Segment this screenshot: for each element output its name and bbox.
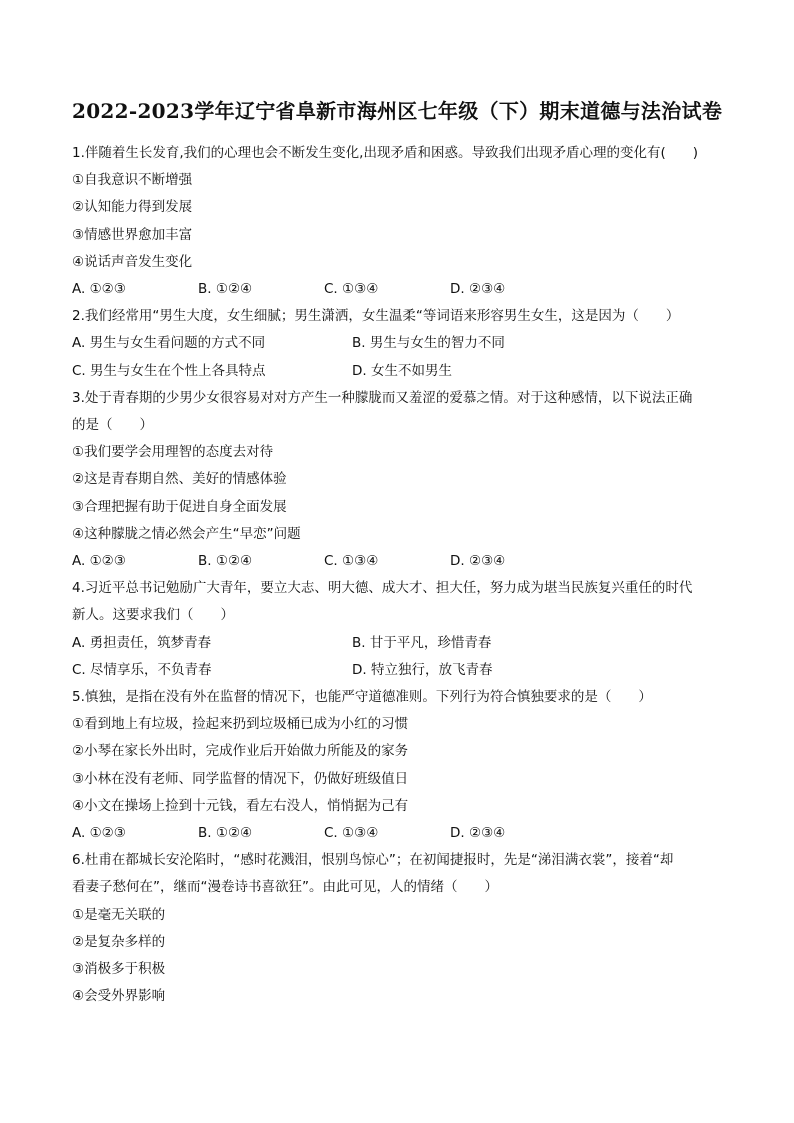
option-a: A. 男生与女生看问题的方式不同 xyxy=(72,335,266,352)
option-a: A. ①②③ xyxy=(72,281,126,298)
option-c: C. ①③④ xyxy=(324,825,379,842)
statement: ③小林在没有老师、同学监督的情况下，仍做好班级值日 xyxy=(72,770,409,787)
option-c: C. 尽情享乐，不负青春 xyxy=(72,661,212,678)
question-5 xyxy=(72,684,722,847)
statement: ②认知能力得到发展 xyxy=(72,199,193,216)
question-2 xyxy=(72,303,722,385)
statement: ①看到地上有垃圾，捡起来扔到垃圾桶已成为小红的习惯 xyxy=(72,716,409,733)
statement: ②小琴在家长外出时，完成作业后开始做力所能及的家务 xyxy=(72,743,409,760)
statement: ②是复杂多样的 xyxy=(72,933,166,950)
question-4-options xyxy=(72,630,722,684)
option-c: C. ①③④ xyxy=(324,281,379,298)
statement: ③消极多于积极 xyxy=(72,961,166,978)
question-3-options xyxy=(72,548,722,575)
option-b: B. ①②④ xyxy=(198,825,253,842)
question-4 xyxy=(72,575,722,684)
question-6 xyxy=(72,847,722,1010)
question-3-stem-line-1: 3.处于青春期的少男少女很容易对对方产生一种朦胧而又羞涩的爱慕之情。对于这种感情，以下说法正确 xyxy=(72,389,693,406)
question-6-stem-line-1: 6.杜甫在都城长安沦陷时，“感时花溅泪，恨别鸟惊心”；在初闻捷报时，先是“涕泪满衣裳”，接着“却 xyxy=(72,852,674,869)
question-6-stem-line-2: 看妻子愁何在”，继而“漫卷诗书喜欲狂”。由此可见，人的情绪（ ） xyxy=(72,879,498,896)
question-4-stem-line-2: 新人。这要求我们（ ） xyxy=(72,607,234,624)
statement: ④说话声音发生变化 xyxy=(72,253,193,270)
question-3 xyxy=(72,385,722,575)
question-1-options xyxy=(72,276,722,303)
option-c: C. 男生与女生在个性上各具特点 xyxy=(72,362,266,379)
statement: ③合理把握有助于促进自身全面发展 xyxy=(72,498,287,515)
statement: ①自我意识不断增强 xyxy=(72,172,193,189)
option-d: D. ②③④ xyxy=(450,825,506,842)
option-a: A. ①②③ xyxy=(72,825,126,842)
question-5-options xyxy=(72,820,722,847)
question-1-stem: 1.伴随着生长发育,我们的心理也会不断发生变化,出现矛盾和困惑。导致我们出现矛盾心理的变化有( ) xyxy=(72,145,698,161)
option-d: D. 女生不如男生 xyxy=(352,362,452,379)
statement: ①是毫无关联的 xyxy=(72,906,166,923)
statement: ②这是青春期自然、美好的情感体验 xyxy=(72,471,287,488)
question-3-stem-line-2: 的是（ ） xyxy=(72,417,153,434)
option-b: B. ①②④ xyxy=(198,553,253,570)
option-d: D. ②③④ xyxy=(450,281,506,298)
exam-title: 2022-2023学年辽宁省阜新市海州区七年级（下）期末道德与法治试卷 xyxy=(72,99,723,123)
statement: ①我们要学会用理智的态度去对待 xyxy=(72,444,274,461)
option-b: B. 男生与女生的智力不同 xyxy=(352,335,505,352)
option-b: B. 甘于平凡，珍惜青春 xyxy=(352,634,492,651)
statement: ④小文在操场上捡到十元钱，看左右没人，悄悄据为己有 xyxy=(72,797,409,814)
statement: ④会受外界影响 xyxy=(72,988,166,1005)
option-d: D. ②③④ xyxy=(450,553,506,570)
question-2-stem: 2.我们经常用“男生大度，女生细腻；男生潇洒，女生温柔“等词语来形容男生女生，这是因为（ ） xyxy=(72,308,680,325)
statement: ③情感世界愈加丰富 xyxy=(72,226,193,243)
option-a: A. ①②③ xyxy=(72,553,126,570)
option-c: C. ①③④ xyxy=(324,553,379,570)
question-2-options xyxy=(72,330,722,384)
statement: ④这种朦胧之情必然会产生“早恋”问题 xyxy=(72,525,301,542)
question-4-stem-line-1: 4.习近平总书记勉励广大青年，要立大志、明大德、成大才、担大任，努力成为堪当民族复兴重任的时代 xyxy=(72,580,693,597)
option-a: A. 勇担责任，筑梦青春 xyxy=(72,634,212,651)
question-5-stem: 5.慎独，是指在没有外在监督的情况下，也能严守道德准则。下列行为符合慎独要求的是（ ） xyxy=(72,689,652,706)
option-b: B. ①②④ xyxy=(198,281,253,298)
question-1 xyxy=(72,140,722,303)
option-d: D. 特立独行，放飞青春 xyxy=(352,661,493,678)
